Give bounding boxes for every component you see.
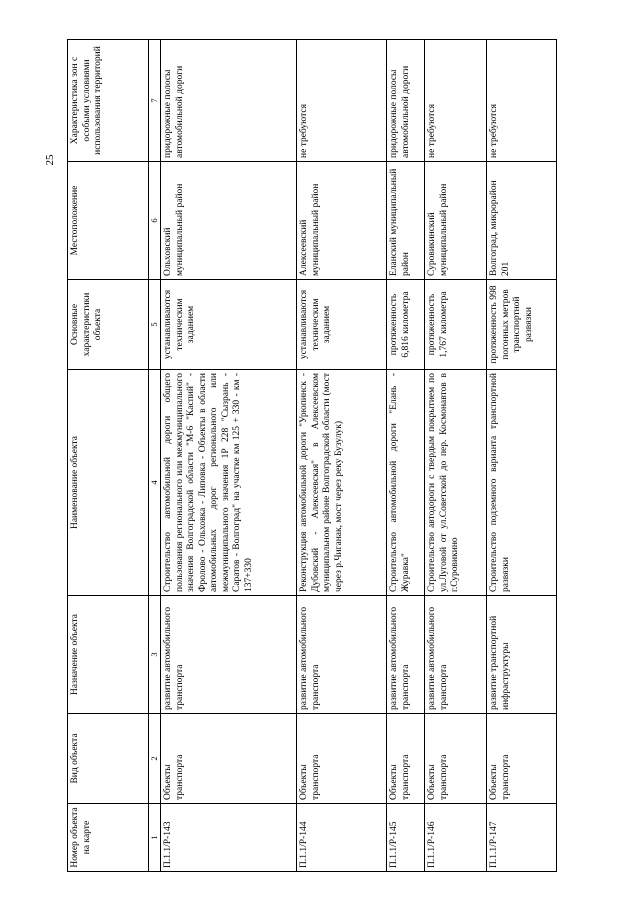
row-characteristics: устанавливаются техническим заданием <box>297 280 387 370</box>
row-characteristics: устанавливаются техническим заданием <box>161 280 297 370</box>
column-number: 1 <box>149 804 161 872</box>
row-number: П.1.1/Р-145 <box>387 804 425 872</box>
column-number: 4 <box>149 370 161 596</box>
row-name: Строительство подземного варианта транспортной развязки <box>487 370 557 596</box>
header-number: Номер объекта на карте <box>68 804 149 872</box>
header-name: Наименование объекта <box>68 370 149 596</box>
row-purpose: развитие автомобильного транспорта <box>387 596 425 714</box>
row-number: П.1.1/Р-146 <box>425 804 487 872</box>
row-zones: не требуются <box>487 40 557 162</box>
table-header-row <box>68 40 149 872</box>
row-zones: придорожные полосы автомобильной дороги <box>161 40 297 162</box>
row-type: Объекты транспорта <box>425 714 487 804</box>
row-purpose: развитие автомобильного транспорта <box>425 596 487 714</box>
row-type: Объекты транспорта <box>297 714 387 804</box>
column-number: 3 <box>149 596 161 714</box>
column-number: 7 <box>149 40 161 162</box>
row-characteristics: протяженность 998 погонных метров транспортной развязки <box>487 280 557 370</box>
table-row <box>387 40 425 872</box>
row-zones: не требуются <box>297 40 387 162</box>
row-type: Объекты транспорта <box>487 714 557 804</box>
page-number: 25 <box>44 154 56 166</box>
row-purpose: развитие автомобильного транспорта <box>161 596 297 714</box>
column-number-row <box>149 40 161 872</box>
table-row <box>487 40 557 872</box>
row-number: П.1.1/Р-144 <box>297 804 387 872</box>
row-zones: придорожные полосы автомобильной дороги <box>387 40 425 162</box>
row-number: П.1.1/Р-143 <box>161 804 297 872</box>
header-location: Местоположение <box>68 162 149 280</box>
row-name: Реконструкция автомобильной дороги "Урюпинск - Дубовский - Алексеевская" в Алексеевском муниципальном районе Волгоградской области (мост через р.Чиганак, мост через реку Бузулук) <box>297 370 387 596</box>
table-row <box>161 40 297 872</box>
column-number: 5 <box>149 280 161 370</box>
table-row <box>425 40 487 872</box>
objects-table <box>67 39 557 872</box>
header-characteristics: Основные характеристики объекта <box>68 280 149 370</box>
row-location: Суровикинский муниципальный район <box>425 162 487 280</box>
rotated-table-container <box>67 40 611 872</box>
row-location: Ольховский муниципальный район <box>161 162 297 280</box>
column-number: 6 <box>149 162 161 280</box>
row-location: Волгоград, микрорайон 201 <box>487 162 557 280</box>
row-zones: не требуются <box>425 40 487 162</box>
header-zones: Характеристика зон с особыми условиями использования территорий <box>68 40 149 162</box>
row-name: Строительство автомобильной дороги общего пользования регионального или межмуниципального значения Волгоградской области "М-6 "Каспий" - Фролово - Ольховка - Липовка - Объекты в области автомобильных дорог регионального или межмуниципального значения 1Р 228 "Сызрань - Саратов - Волгоград" на участке км 125 + 330 - км - 137+330 <box>161 370 297 596</box>
row-number: П.1.1/Р-147 <box>487 804 557 872</box>
row-purpose: развитие транспортной инфраструктуры <box>487 596 557 714</box>
header-purpose: Назначение объекта <box>68 596 149 714</box>
column-number: 2 <box>149 714 161 804</box>
row-location: Еланский муниципальный район <box>387 162 425 280</box>
row-location: Алексеевский муниципальный район <box>297 162 387 280</box>
row-type: Объекты транспорта <box>387 714 425 804</box>
row-characteristics: протяженность 1,767 километра <box>425 280 487 370</box>
row-name: Строительство автодороги с твердым покрытием по ул.Луговой от ул.Советской до пер. Космонавтов в г.Суровикино <box>425 370 487 596</box>
row-type: Объекты транспорта <box>161 714 297 804</box>
header-type: Вид объекта <box>68 714 149 804</box>
table-row <box>297 40 387 872</box>
row-characteristics: протяженность 6,816 километра <box>387 280 425 370</box>
row-name: Строительство автомобильной дороги "Елань - Журавка" <box>387 370 425 596</box>
row-purpose: развитие автомобильного транспорта <box>297 596 387 714</box>
